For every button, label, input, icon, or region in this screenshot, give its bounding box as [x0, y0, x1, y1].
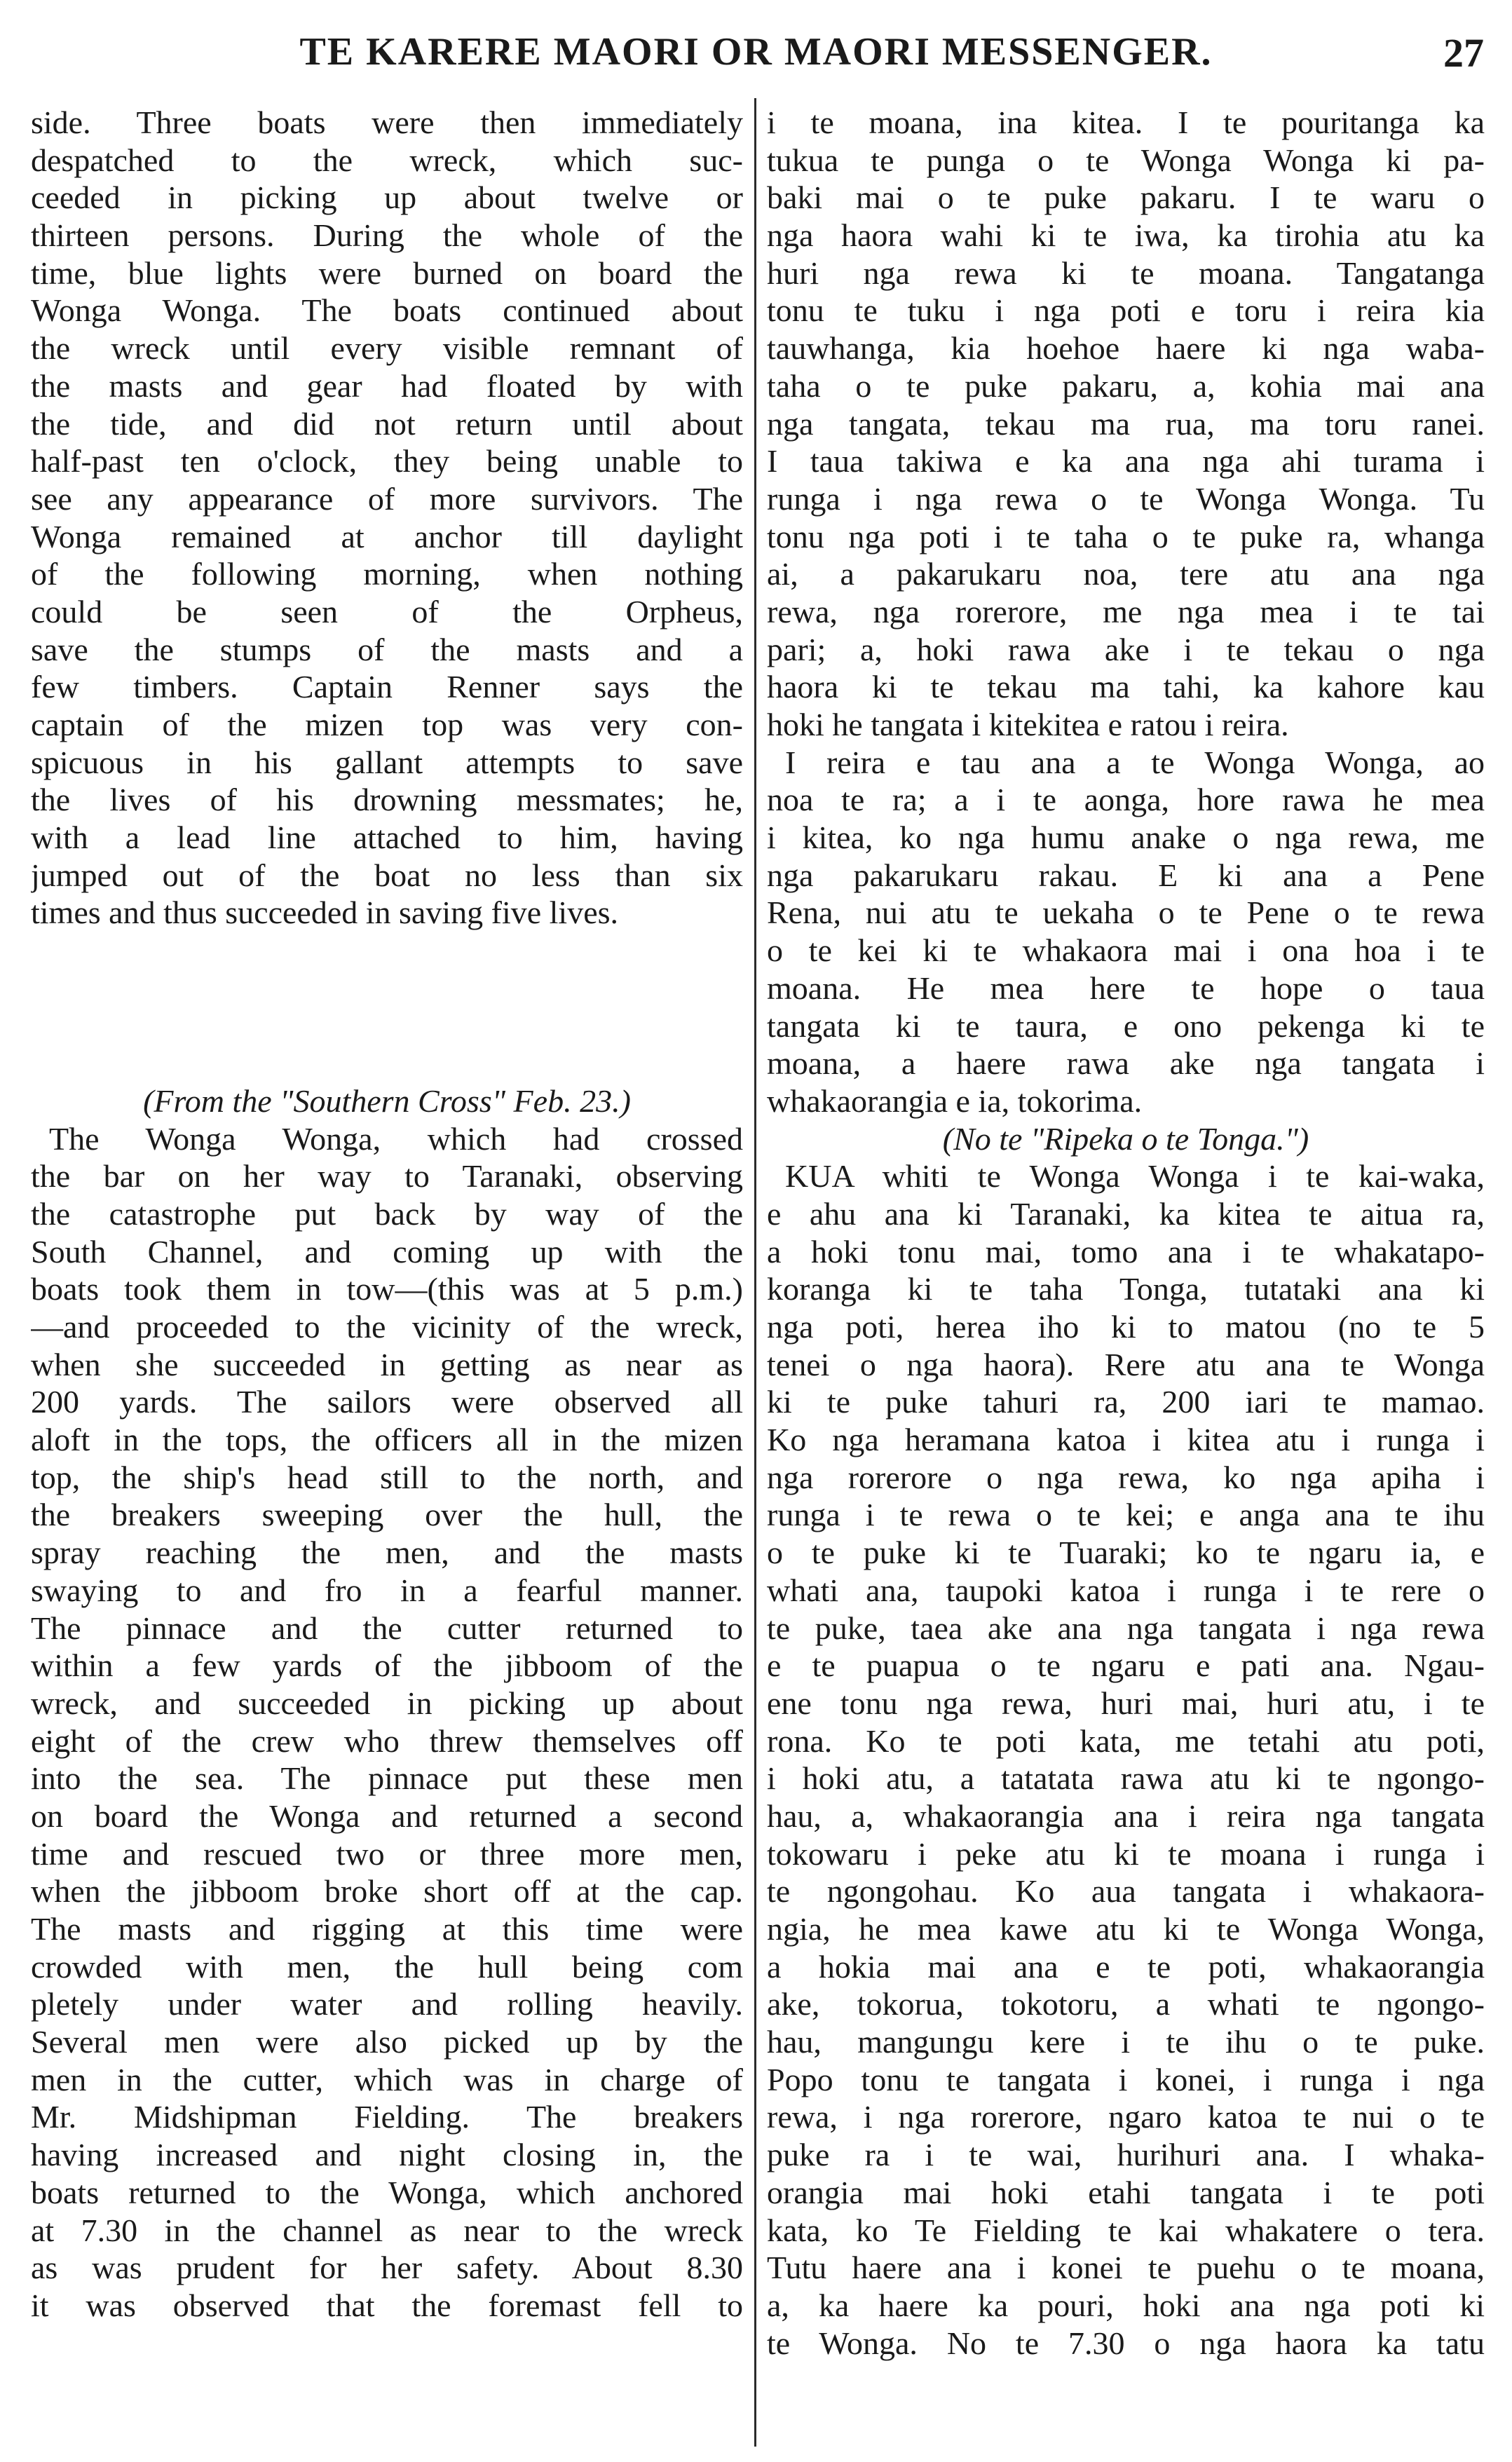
right-text-line: huri nga rewa ki te moana. Tangatanga	[767, 254, 1485, 291]
right-text-line: KUA whiti te Wonga Wonga i te kai-waka,	[785, 1158, 1485, 1195]
left-text-line: save the stumps of the masts and a	[31, 631, 743, 667]
right-text-line: te puke, taea ake ana nga tangata i nga rewa	[767, 1610, 1485, 1646]
right-text-line: tonu nga poti i te taha o te puke ra, whanga	[767, 518, 1485, 555]
left-text-line: South Channel, and coming up with the	[31, 1233, 743, 1270]
left-text-line	[31, 1045, 743, 1082]
left-text-line: jumped out of the boat no less than six	[31, 857, 743, 893]
right-text-line: hau, mangungu kere i te ihu o te puke.	[767, 2024, 1485, 2060]
left-text-line: at 7.30 in the channel as near to the wreck	[31, 2212, 743, 2248]
right-column-maori	[767, 104, 1485, 2445]
left-text-line: time and rescued two or three more men,	[31, 1835, 743, 1872]
left-text-line: eight of the crew who threw themselves off	[31, 1722, 743, 1759]
right-text-line: tangata ki te taura, e ono pekenga ki te	[767, 1007, 1485, 1044]
left-text-line: half-past ten o'clock, they being unable to	[31, 443, 743, 480]
left-text-line: Several men were also picked up by the	[31, 2024, 743, 2060]
left-text-line: side. Three boats were then immediately	[31, 104, 743, 140]
left-text-line: time, blue lights were burned on board the	[31, 254, 743, 291]
right-text-line: e ahu ana ki Taranaki, ka kitea te aitua ra,	[767, 1195, 1485, 1232]
left-text-line: men in the cutter, which was in charge of	[31, 2061, 743, 2097]
left-text-line: boats took them in tow—(this was at 5 p.m.)	[31, 1271, 743, 1307]
left-text-line: the breakers sweeping over the hull, the	[31, 1497, 743, 1533]
left-text-line: on board the Wonga and returned a second	[31, 1797, 743, 1834]
right-text-line: te ngongohau. Ko aua tangata i whakaora-	[767, 1873, 1485, 1910]
left-text-line: The pinnace and the cutter returned to	[31, 1610, 743, 1646]
left-text-line: the masts and gear had floated by with	[31, 367, 743, 404]
left-text-line: —and proceeded to the vicinity of the wreck,	[31, 1309, 743, 1345]
right-text-line: e te puapua o te ngaru e pati ana. Ngau-	[767, 1647, 1485, 1684]
left-text-line: despatched to the wreck, which suc-	[31, 142, 743, 178]
right-text-line: Popo tonu te tangata i konei, i runga i nga	[767, 2061, 1485, 2097]
left-text-line: it was observed that the foremast fell to	[31, 2287, 743, 2323]
left-text-line	[31, 970, 743, 1007]
left-text-line: with a lead line attached to him, having	[31, 819, 743, 856]
left-text-line: aloft in the tops, the officers all in the mizen	[31, 1422, 743, 1458]
right-text-line: ake, tokorua, tokotoru, a whati te ngongo-	[767, 1986, 1485, 2022]
right-text-line: baki mai o te puke pakaru. I te waru o	[767, 179, 1485, 216]
right-text-line: tokowaru i peke atu ki te moana i runga i	[767, 1835, 1485, 1872]
left-text-line: swaying to and fro in a fearful manner.	[31, 1572, 743, 1608]
right-text-line: noa te ra; a i te aonga, hore rawa he mea	[767, 782, 1485, 818]
right-text-line: Tutu haere ana i konei te puehu o te moana,	[767, 2250, 1485, 2286]
right-text-line: nga rorerore o nga rewa, ko nga apiha i	[767, 1459, 1485, 1495]
right-text-line: haora ki te tekau ma tahi, ka kahore kau	[767, 669, 1485, 705]
right-text-line: rona. Ko te poti kata, me tetahi atu poti,	[767, 1722, 1485, 1759]
left-text-line: boats returned to the Wonga, which anchored	[31, 2174, 743, 2210]
left-text-line: The masts and rigging at this time were	[31, 1911, 743, 1947]
left-text-line: the bar on her way to Taranaki, observing	[31, 1158, 743, 1195]
right-text-line: a hoki tonu mai, tomo ana i te whakatapo-	[767, 1233, 1485, 1270]
right-text-line: i hoki atu, a tatatata rawa atu ki te ngongo-	[767, 1760, 1485, 1797]
left-text-line: pletely under water and rolling heavily.	[31, 1986, 743, 2022]
running-title: TE KARERE MAORI OR MAORI MESSENGER.	[299, 30, 1213, 74]
right-text-line: moana, a haere rawa ake nga tangata i	[767, 1045, 1485, 1082]
right-text-line: tukua te punga o te Wonga Wonga ki pa-	[767, 142, 1485, 178]
left-text-line: the catastrophe put back by way of the	[31, 1195, 743, 1232]
left-text-line: thirteen persons. During the whole of the	[31, 217, 743, 254]
right-text-line: tauwhanga, kia hoehoe haere ki nga waba-	[767, 330, 1485, 367]
left-text-line	[31, 1007, 743, 1045]
left-text-line: spicuous in his gallant attempts to save	[31, 744, 743, 780]
right-text-line: hau, a, whakaorangia ana i reira nga tangata	[767, 1797, 1485, 1834]
left-text-line: few timbers. Captain Renner says the	[31, 669, 743, 705]
right-text-line: i kitea, ko nga humu anake o nga rewa, me	[767, 819, 1485, 856]
left-text-line: within a few yards of the jibboom of the	[31, 1647, 743, 1684]
right-text-line: puke ra i te wai, hurihuri ana. I whaka-	[767, 2137, 1485, 2173]
right-text-line: nga pakarukaru rakau. E ki ana a Pene	[767, 857, 1485, 893]
left-text-line: ceeded in picking up about twelve or	[31, 179, 743, 216]
column-divider	[754, 98, 756, 2447]
left-text-line: Wonga Wonga. The boats continued about	[31, 292, 743, 329]
left-text-line: into the sea. The pinnace put these men	[31, 1760, 743, 1797]
left-column-english	[31, 104, 743, 2445]
left-text-line: top, the ship's head still to the north, and	[31, 1459, 743, 1495]
right-text-line: a hokia mai ana e te poti, whakaorangia	[767, 1948, 1485, 1985]
right-text-line: a, ka haere ka pouri, hoki ana nga poti ki	[767, 2287, 1485, 2323]
left-text-line: the wreck until every visible remnant of	[31, 330, 743, 367]
right-text-line: nga haora wahi ki te iwa, ka tirohia atu ka	[767, 217, 1485, 254]
right-text-line: nga poti, herea iho ki to matou (no te 5	[767, 1309, 1485, 1345]
right-text-line: tonu te tuku i nga poti e toru i reira kia	[767, 292, 1485, 329]
right-text-line: I taua takiwa e ka ana nga ahi turama i	[767, 443, 1485, 480]
left-text-line	[31, 932, 743, 970]
right-text-line: tenei o nga haora). Rere atu ana te Wonga	[767, 1346, 1485, 1382]
right-text-line: te Wonga. No te 7.30 o nga haora ka tatu	[767, 2325, 1485, 2361]
right-text-line: (No te "Ripeka o te Tonga.")	[942, 1120, 1309, 1157]
left-text-line: wreck, and succeeded in picking up about	[31, 1685, 743, 1721]
right-text-line: I reira e tau ana a te Wonga Wonga, ao	[785, 744, 1485, 780]
left-text-line: captain of the mizen top was very con-	[31, 707, 743, 742]
right-text-line: rewa, i nga rorerore, ngaro katoa te nui o te	[767, 2099, 1485, 2135]
page-header	[0, 10, 1512, 87]
left-text-line: (From the "Southern Cross" Feb. 23.)	[143, 1082, 631, 1119]
right-text-line: whati ana, taupoki katoa i runga i te rere o	[767, 1572, 1485, 1608]
right-text-line: rewa, nga rorerore, me nga mea i te tai	[767, 593, 1485, 630]
left-text-line: crowded with men, the hull being com	[31, 1948, 743, 1985]
right-text-line: whakaorangia e ia, tokorima.	[767, 1082, 1143, 1119]
right-text-line: ai, a pakarukaru noa, tere atu ana nga	[767, 556, 1485, 592]
right-text-line: ngia, he mea kawe atu ki te Wonga Wonga,	[767, 1911, 1485, 1947]
right-text-line: koranga ki te taha Tonga, tutataki ana ki	[767, 1271, 1485, 1307]
right-text-line: runga i te rewa o te kei; e anga ana te ihu	[767, 1497, 1485, 1533]
left-text-line: Wonga remained at anchor till daylight	[31, 518, 743, 555]
right-text-line: taha o te puke pakaru, a, kohia mai ana	[767, 367, 1485, 404]
left-text-line: as was prudent for her safety. About 8.30	[31, 2250, 743, 2286]
right-text-line: o te puke ki te Tuaraki; ko te ngaru ia, e	[767, 1535, 1485, 1571]
right-text-line: i te moana, ina kitea. I te pouritanga ka	[767, 104, 1485, 140]
right-text-line: orangia mai hoki etahi tangata i te poti	[767, 2174, 1485, 2210]
left-text-line: spray reaching the men, and the masts	[31, 1535, 743, 1571]
right-text-line: Ko nga heramana katoa i kitea atu i runga i	[767, 1422, 1485, 1458]
right-text-line: moana. He mea here te hope o taua	[767, 970, 1485, 1006]
right-text-line: kata, ko Te Fielding te kai whakatere o tera.	[767, 2212, 1485, 2248]
left-text-line: could be seen of the Orpheus,	[31, 593, 743, 630]
left-text-line: the tide, and did not return until about	[31, 405, 743, 442]
left-text-line: the lives of his drowning messmates; he,	[31, 782, 743, 818]
left-text-line: of the following morning, when nothing	[31, 556, 743, 592]
right-text-line: nga tangata, tekau ma rua, ma toru ranei.	[767, 405, 1485, 442]
left-text-line: 200 yards. The sailors were observed all	[31, 1384, 743, 1420]
right-text-line: ki te puke tahuri ra, 200 iari te mamao.	[767, 1384, 1485, 1420]
left-text-line: The Wonga Wonga, which had crossed	[49, 1120, 743, 1157]
left-text-line: having increased and night closing in, the	[31, 2137, 743, 2173]
right-text-line: o te kei ki te whakaora mai i ona hoa i te	[767, 932, 1485, 969]
left-text-line: see any appearance of more survivors. The	[31, 480, 743, 517]
right-text-line: runga i nga rewa o te Wonga Wonga. Tu	[767, 480, 1485, 517]
left-text-line: times and thus succeeded in saving five lives.	[31, 895, 619, 931]
left-text-line: when the jibboom broke short off at the cap.	[31, 1873, 743, 1910]
left-text-line: Mr. Midshipman Fielding. The breakers	[31, 2099, 743, 2135]
left-text-line: when she succeeded in getting as near as	[31, 1346, 743, 1382]
right-text-line: Rena, nui atu te uekaha o te Pene o te rewa	[767, 895, 1485, 931]
right-text-line: ene tonu nga rewa, huri mai, huri atu, i te	[767, 1685, 1485, 1721]
right-text-line: pari; a, hoki rawa ake i te tekau o nga	[767, 631, 1485, 667]
page-number: 27	[1443, 30, 1484, 76]
right-text-line: hoki he tangata i kitekitea e ratou i reira.	[767, 707, 1289, 742]
